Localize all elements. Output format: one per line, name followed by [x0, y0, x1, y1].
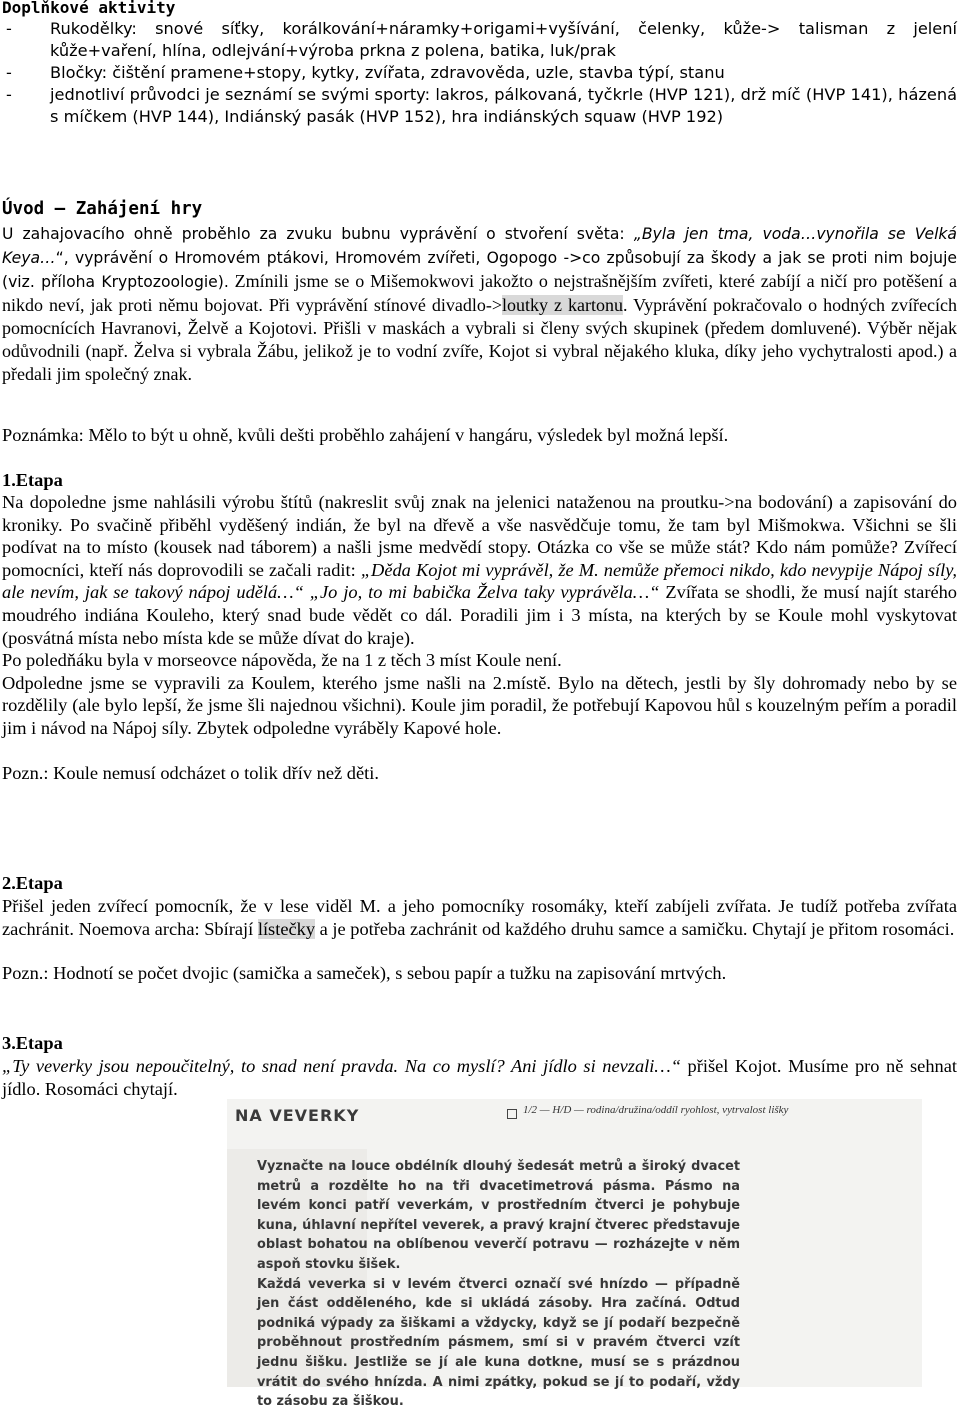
- stage2-note: Pozn.: Hodnotí se počet dvojic (samička a sameček), s sebou papír a tužku na zapisování mrtvých.: [2, 963, 727, 984]
- stage2-highlight: lístečky: [257, 918, 316, 939]
- stage3-title: 3.Etapa: [2, 1033, 63, 1053]
- stage1-paragraph-3: Odpoledne jsme se vypravili za Koulem, kterého jsme našli na 2.místě. Bylo na dětech, jestli by šly dohromady nebo by se rozdělily (ale bylo lepší, že jsme šli najednou všichni). Koule jim poradil, že potřebují Kapovou hůl s kouzelným peřím a poradil jim i návod na Nápoj síly. Zbytek odpoledne vyráběly Kapové hole.: [2, 672, 957, 738]
- checkbox-icon: [507, 1109, 517, 1119]
- list-item: - Rukodělky: snové síťky, korálkování+náramky+origami+vyšívání, čelenky, kůže-> talisman z jelení kůže+vaření, hlína, odlejvání+výroba prkna z polena, batika, luk/prak: [2, 18, 957, 62]
- stage1-quote-2: „Jo jo, to mi babička Želva taky vyprávěla…“: [303, 582, 660, 603]
- card-paragraph-2: Každá veverka si v levém čtverci označí své hnízdo — případně jen část odděleného, kde si ukládá zásoby. Hra začíná. Odtud podniká výpady za šiškami a vždycky, když se jí podaří bezpečně proběhnout prostředním pásmem, smí si v pravém čtverci vzít jednu šišku. Jestliže se jí ale kuna dotkne, musí se s prázdnou vrátit do svého hnízda. A nimi zpátky, pokud se jí to podaří, vždy to zásobu za šiškou.: [257, 1276, 740, 1410]
- card-meta: 1/2 — H/D — rodina/družina/oddíl ryohlost, vytrvalost lišky: [523, 1104, 789, 1116]
- stage1-paragraph-1: [2, 491, 957, 649]
- card-paragraph-1: Vyznačte na louce obdélník dlouhý šedesát metrů a široký dvacet metrů a rozdělte ho na tři dvacetimetrová pásma. Pásmo na levém konci patří veverkám, v prostředním čtverci je pohybuje kuna, úhlavní nepřítel veverek, a pravý krajní čtverec představuje oblast bohatou na oblíbenou veverčí potravu — rozházejte v něm aspoň stovku šišek.: [257, 1159, 740, 1272]
- stage2-text: Přišel jeden zvířecí pomocník, že v lese viděl M. a jeho pomocníky rosomáky, kteří zabíjeli zvířata. Je tudíž potřeba zvířata zachránit. Noemova archa: Sbírají: [2, 896, 957, 939]
- stage1-text-cont: Zvířata se shodli, že musí najít starého moudrého indiána Kouleho, který snad bude vědět co dál. Poradili jim i 3 místa, na kterých by se Koule mohl vyskytovat (posvátná místa nebo místa kde se může dívat do kraje).: [2, 582, 958, 648]
- stage3-text: přišel Kojot. Musíme pro ně sehnat jídlo. Rosomáci chytají.: [2, 1056, 957, 1099]
- stage3-quote: „Ty veverky jsou nepoučitelný, to snad není pravda. Na co myslí? Ani jídlo si nevzali…“: [2, 1056, 681, 1076]
- intro-text-2: Zmínili jsme se o Mišemokwovi jakožto o nejstrašnějším zvířeti, které zabíjí a ničí pro potěšení a nikdo neví, jak proti němu bojovat. Při vyprávění stínové divadlo->: [2, 271, 957, 315]
- stage1-note: Pozn.: Koule nemusí odcházet o tolik dřív než děti.: [2, 762, 379, 783]
- stage2-paragraph: [2, 895, 957, 940]
- stage2-text-cont: a je potřeba zachránit od každého druhu samce a samičku. Chytají je přitom rosomáci.: [315, 918, 955, 939]
- intro-text-cont: “, vyprávění o Hromovém ptákovi, Hromovém zvířeti, Ogopogo ->co způsobují za škody a jak se proti nim bojuje (viz. příloha Kryptozoologie).: [2, 249, 957, 291]
- scanned-game-card: [227, 1099, 922, 1410]
- intro-text-2-cont: . Vyprávění pokračovalo o hodných zvířecích pomocnících Havranovi, Želvě a Kojotovi. Přišli v maskách a vybrali si členy svých skupinek (předem domluvené). Výběr nějak odůvodnili (např. Želva si vybrala Žábu, jelikož je to vodní zvíře, Kojot si vybral nějakého kluka, díky jeho vychytralosti apod.) a předali jim společný znak.: [2, 295, 958, 384]
- stage2-title: 2.Etapa: [2, 873, 63, 893]
- list-item: - Bločky: čištění pramene+stopy, kytky, zvířata, zdravověda, uzle, stavba týpí, stanu: [2, 62, 957, 84]
- list-item: - jednotliví průvodci je seznámí se svými sporty: lakros, pálkovaná, tyčkrle (HVP 121), drž míč (HVP 141), házená s míčkem (HVP 144), Indiánský pasák (HVP 152), hra indiánských squaw (HVP 192): [2, 84, 957, 128]
- intro-highlight: loutky z kartonu: [502, 295, 623, 315]
- card-text: [235, 1157, 740, 1412]
- intro-quote: „Byla jen tma, voda…vynořila se Velká Keya…: [2, 225, 957, 267]
- activities-list: [2, 18, 957, 128]
- intro-paragraph: [2, 222, 957, 386]
- card-title: NA VEVERKY: [235, 1106, 360, 1125]
- stage2-body: [2, 895, 957, 985]
- stage3-paragraph: [2, 1055, 957, 1100]
- stage1-body: [2, 491, 957, 784]
- intro-text: U zahajovacího ohně proběhlo za zvuku bubnu vyprávění o stvoření světa:: [2, 225, 634, 243]
- stage1-paragraph-2: Po poledňáku byla v morseovce nápověda, že na 1 z těch 3 míst Koule není.: [2, 650, 562, 671]
- stage1-quote-1: „Děda Kojot mi vyprávěl, že M. nemůže přemoci nikdo, kdo nevypije Nápoj síly, ale nevím, jak se takový nápoj udělá…“: [2, 559, 957, 603]
- stage1-title: 1.Etapa: [2, 470, 63, 490]
- stage1-text: Na dopoledne jsme nahlásili výrobu štítů (nakreslit svůj znak na jelenici nataženou na proutku->na bodování) a zapisování do kroniky. Po svačině přiběhl vyděšený indián, že byl na dřevě a vše nasvědčuje tomu, že tam byl Mišmokwa. Všichni se šli podívat na to místo (kousek nad táborem) a našli jsme medvědí stopy. Otázka co vše se může stát? Kdo nám pomůže? Zvířecí pomocníci, kteří nás doprovodili se začali radit:: [2, 492, 957, 580]
- stage3-body: [2, 1055, 957, 1100]
- intro-title: Úvod – Zahájení hry: [2, 199, 203, 219]
- activities-title: Doplňkové aktivity: [2, 0, 176, 17]
- intro-note: Poznámka: Mělo to být u ohně, kvůli dešti proběhlo zahájení v hangáru, výsledek byl možná lepší.: [2, 425, 729, 445]
